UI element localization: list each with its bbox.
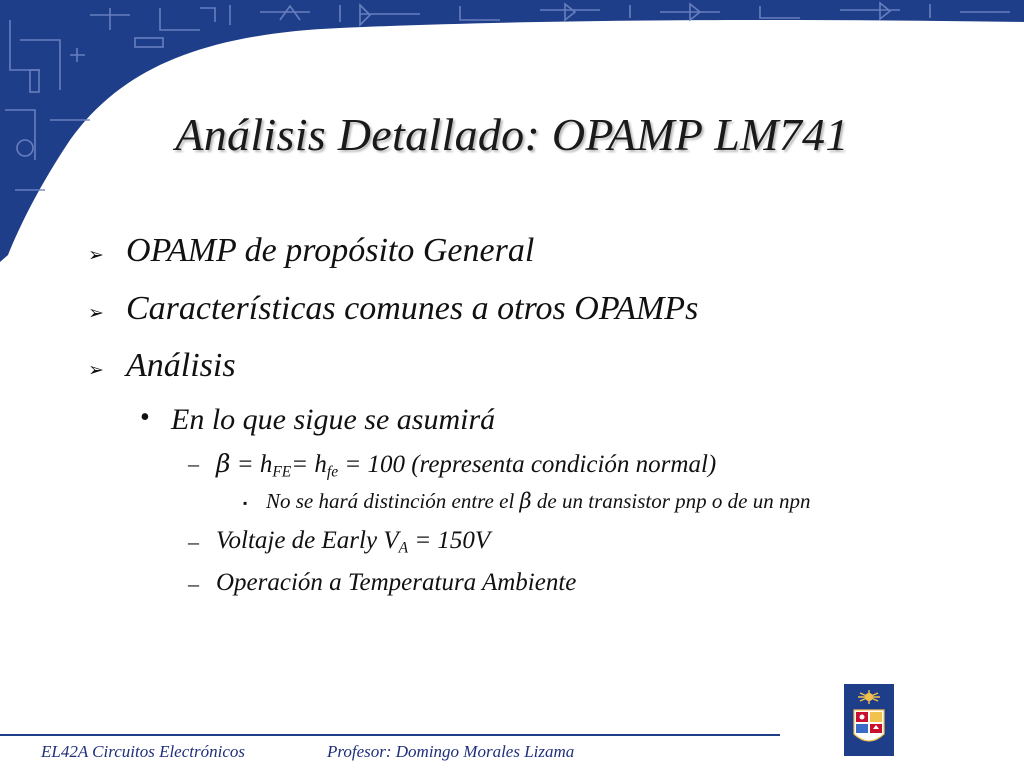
footer-divider: [0, 734, 780, 736]
bullet-item: Características comunes a otros OPAMPs: [126, 290, 699, 327]
beta-symbol: β: [216, 449, 231, 478]
arrow-bullet-icon: ➢: [88, 360, 104, 381]
dash-item-beta-equation: $\beta = h_{FE}= h_{fe} = 100$ (representa condición normal): [216, 449, 717, 481]
arrow-bullet-icon: ➢: [88, 245, 104, 266]
bullet-item: Análisis: [126, 347, 236, 384]
dash-bullet-icon: –: [188, 571, 199, 596]
slide-title: Análisis Detallado: OPAMP LM741: [175, 109, 849, 160]
footer-professor: Profesor: Domingo Morales Lizama: [327, 742, 575, 761]
university-crest-logo: [844, 684, 894, 756]
dash-bullet-icon: –: [188, 451, 199, 476]
dash-bullet-icon: –: [188, 529, 199, 554]
arrow-bullet-icon: ➢: [88, 303, 104, 324]
beta-symbol: β: [519, 489, 532, 513]
sub-bullet-item: En lo que sigue se asumirá: [171, 403, 496, 436]
square-bullet-icon: ▪: [243, 496, 248, 510]
dash-item-early-voltage: Voltaje de Early $V_A = 150V$: [216, 527, 491, 557]
footer-course: EL42A Circuitos Electrónicos: [41, 742, 245, 761]
dash-item-temperature: Operación a Temperatura Ambiente: [216, 569, 577, 596]
bullet-item: OPAMP de propósito General: [126, 232, 535, 269]
round-bullet-icon: •: [140, 402, 150, 433]
square-bullet-item: No se hará distinción entre el β de un transistor pnp o de un npn: [266, 489, 811, 513]
